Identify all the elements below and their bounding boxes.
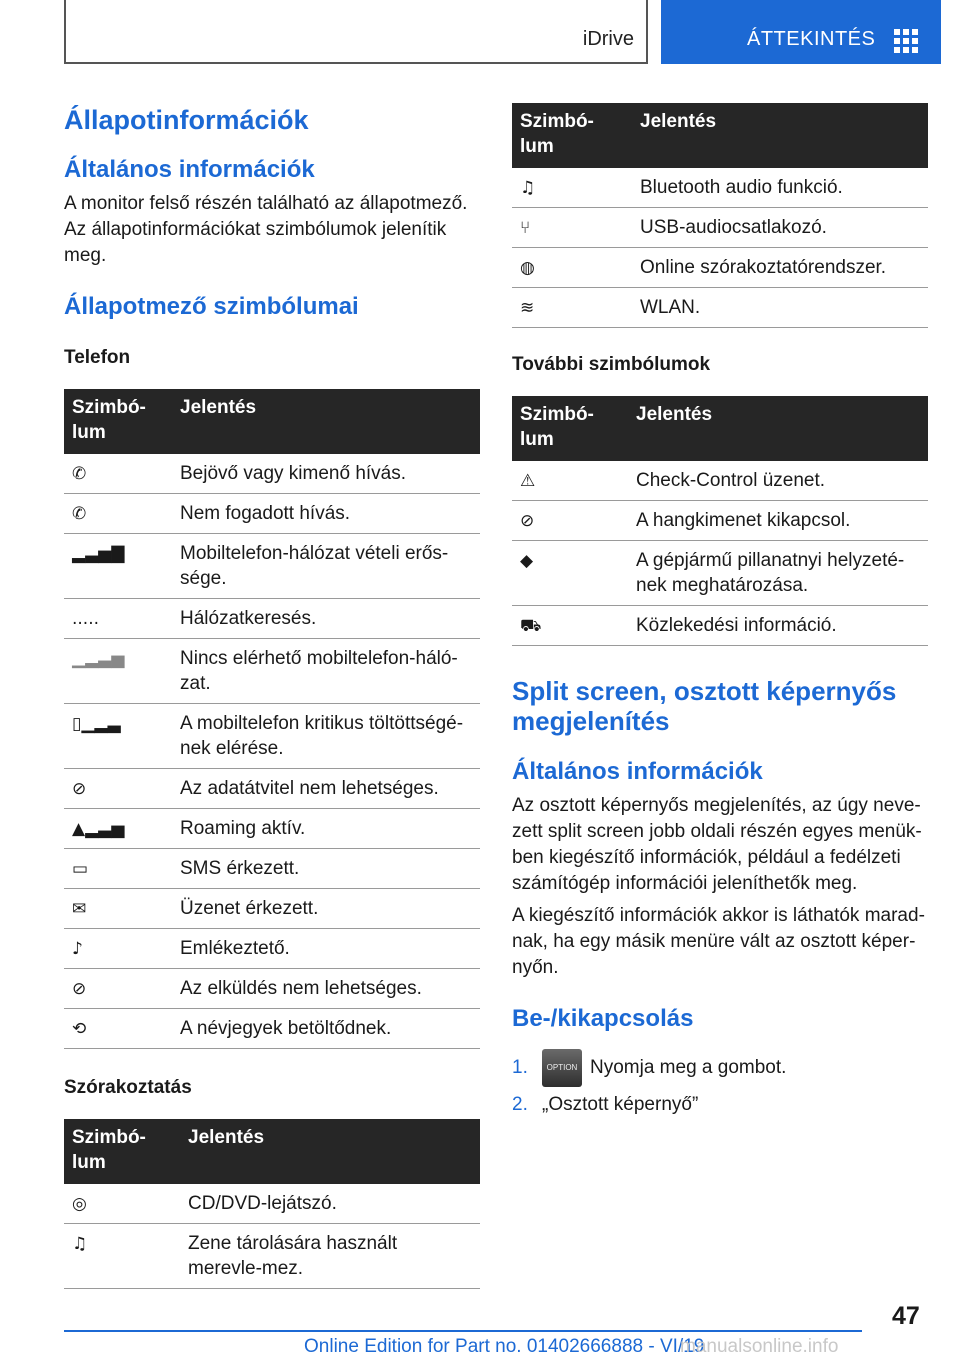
row-meaning: Bluetooth audio funkció. [632, 168, 928, 208]
table-row [64, 1008, 480, 1048]
roaming-icon: ▲▂▃▅ [72, 818, 125, 839]
missed-call-icon: ✆ [72, 503, 87, 524]
row-meaning: Üzenet érkezett. [172, 888, 480, 928]
battery-critical-icon: ▯▁▂▃ [72, 713, 121, 734]
row-meaning: Hálózatkeresés. [172, 598, 480, 638]
header-section-box[interactable] [661, 0, 941, 64]
contacts-loading-icon: ⟲ [72, 1018, 87, 1039]
row-meaning: Az adatátvitel nem lehetséges. [172, 768, 480, 808]
table-row [512, 541, 928, 606]
row-meaning: Mobiltelefon-hálózat vételi erős-sége. [172, 533, 480, 598]
edition-text: Online Edition for Part no. 01402666888 - VI/19 [304, 1336, 705, 1357]
usb-icon: ⑂ [520, 218, 531, 238]
more-symbols-label: További szimbólumok [512, 354, 711, 375]
row-meaning: Nem fogadott hívás. [172, 493, 480, 533]
row-meaning: USB-audiocsatlakozó. [632, 208, 928, 248]
telefon-table [64, 389, 480, 1049]
table-row [64, 1184, 480, 1224]
table-row [64, 928, 480, 968]
reminder-icon: ♪ [72, 938, 83, 959]
row-meaning: WLAN. [632, 288, 928, 328]
table-row [64, 968, 480, 1008]
table-row [512, 501, 928, 541]
table-row [512, 168, 928, 208]
footer-divider [64, 1330, 862, 1332]
row-meaning: A mobiltelefon kritikus töltöttségé-nek elérése. [172, 703, 480, 768]
online-entertainment-icon: ◍ [520, 258, 535, 278]
table-row [64, 848, 480, 888]
grid-icon[interactable] [894, 29, 918, 53]
location-icon: ◆ [520, 551, 534, 571]
row-meaning: Check-Control üzenet. [628, 461, 928, 501]
step-item [512, 1048, 928, 1088]
table-row [64, 768, 480, 808]
table-row [64, 598, 480, 638]
table-row [64, 454, 480, 494]
wlan-icon: ≋ [520, 298, 535, 318]
general-heading: Általános információk [64, 156, 315, 184]
step-text: Nyomja meg a gombot. [590, 1056, 787, 1078]
table-header-row [64, 389, 480, 454]
right-column [512, 103, 928, 1118]
signal-strength-icon: ▂▃▅▇ [72, 543, 125, 564]
option-button-icon[interactable]: OPTION [542, 1049, 582, 1087]
no-network-icon: ▁▂▃▅ [72, 648, 125, 669]
page-number: 47 [892, 1302, 920, 1330]
more-symbols-table [512, 396, 928, 646]
step-item [512, 1092, 928, 1118]
col-symbol-header: Szimbó-lum [512, 396, 628, 461]
col-meaning-header: Jelentés [628, 396, 928, 461]
table-row [512, 208, 928, 248]
row-meaning: Zene tárolására használt merevle-mez. [180, 1223, 480, 1288]
table-row [64, 1223, 480, 1288]
split-text-1: Az osztott képernyős megjelenítés, az úgy neve-zett split screen jobb oldali részén egyes menük-ben kiegészítő információk, például a fedélzeti számítógép információi jeleníthetők meg. [512, 794, 922, 894]
phone-call-icon: ✆ [72, 463, 87, 484]
table-row [64, 533, 480, 598]
onoff-heading: Be-/kikapcsolás [512, 1004, 694, 1032]
step-number: 1. [512, 1056, 528, 1078]
split-general-heading: Általános információk [512, 758, 763, 785]
row-meaning: SMS érkezett. [172, 848, 480, 888]
send-not-possible-icon: ⊘ [72, 978, 87, 999]
row-meaning: A névjegyek betöltődnek. [172, 1008, 480, 1048]
section-title: ÁTTEKINTÉS [747, 28, 876, 50]
table-header-row [512, 103, 928, 168]
table-header-row [64, 1119, 480, 1184]
mute-icon: ⊘ [520, 511, 535, 531]
traffic-info-icon: ⛟ [520, 616, 542, 636]
table-header-row [512, 396, 928, 461]
row-meaning: A gépjármű pillanatnyi helyzeté-nek meghatározása. [628, 541, 928, 606]
entertainment-table [64, 1119, 480, 1289]
row-meaning: Online szórakoztatórendszer. [632, 248, 928, 288]
row-meaning: CD/DVD-lejátszó. [180, 1184, 480, 1224]
header-chapter-box [64, 0, 648, 64]
table-row [512, 248, 928, 288]
left-column [64, 96, 480, 1289]
row-meaning: Emlékeztető. [172, 928, 480, 968]
entertainment-table-continued [512, 103, 928, 328]
table-row [64, 888, 480, 928]
watermark: manualsonline.info [680, 1336, 839, 1357]
col-symbol-header: Szimbó-lum [64, 389, 172, 454]
col-meaning-header: Jelentés [180, 1119, 480, 1184]
bluetooth-audio-icon: ♫ [520, 178, 536, 198]
table-row [512, 606, 928, 646]
table-row [64, 703, 480, 768]
entertainment-label: Szórakoztatás [64, 1076, 192, 1098]
cd-icon: ◎ [72, 1193, 87, 1214]
table-row [512, 288, 928, 328]
message-icon: ✉ [72, 898, 87, 919]
table-row [64, 493, 480, 533]
general-text: A monitor felső részén található az állapotmező. Az állapotinformációkat szimbólumok jelenítik meg. [64, 193, 468, 267]
telefon-label: Telefon [64, 346, 131, 368]
col-symbol-header: Szimbó-lum [512, 103, 632, 168]
row-meaning: Nincs elérhető mobiltelefon-háló-zat. [172, 638, 480, 703]
step-number: 2. [512, 1093, 528, 1115]
col-meaning-header: Jelentés [632, 103, 928, 168]
row-meaning: Bejövő vagy kimenő hívás. [172, 454, 480, 494]
table-row [512, 461, 928, 501]
chapter-title: iDrive [582, 28, 634, 50]
warning-triangle-icon: ⚠ [520, 471, 536, 491]
no-data-icon: ⊘ [72, 778, 87, 799]
table-row [64, 808, 480, 848]
page-title: Állapotinformációk [64, 105, 309, 135]
row-meaning: A hangkimenet kikapcsol. [628, 501, 928, 541]
row-meaning: Közlekedési információ. [628, 606, 928, 646]
network-search-icon: ..... [72, 608, 100, 629]
sms-icon: ▭ [72, 858, 89, 879]
harddisk-music-icon: ♫ [72, 1233, 88, 1254]
row-meaning: Az elküldés nem lehetséges. [172, 968, 480, 1008]
steps-list [512, 1048, 928, 1118]
row-meaning: Roaming aktív. [172, 808, 480, 848]
table-row [64, 638, 480, 703]
col-meaning-header: Jelentés [172, 389, 480, 454]
step-text: „Osztott képernyő” [542, 1093, 699, 1115]
col-symbol-header: Szimbó-lum [64, 1119, 180, 1184]
split-text-2: A kiegészítő információk akkor is láthatók marad-nak, ha egy másik menüre vált az osztott képer-nyőn. [512, 904, 925, 978]
split-screen-heading: Split screen, osztott képernyős megjelenítés [512, 676, 897, 736]
statusbar-heading: Állapotmező szimbólumai [64, 293, 359, 321]
